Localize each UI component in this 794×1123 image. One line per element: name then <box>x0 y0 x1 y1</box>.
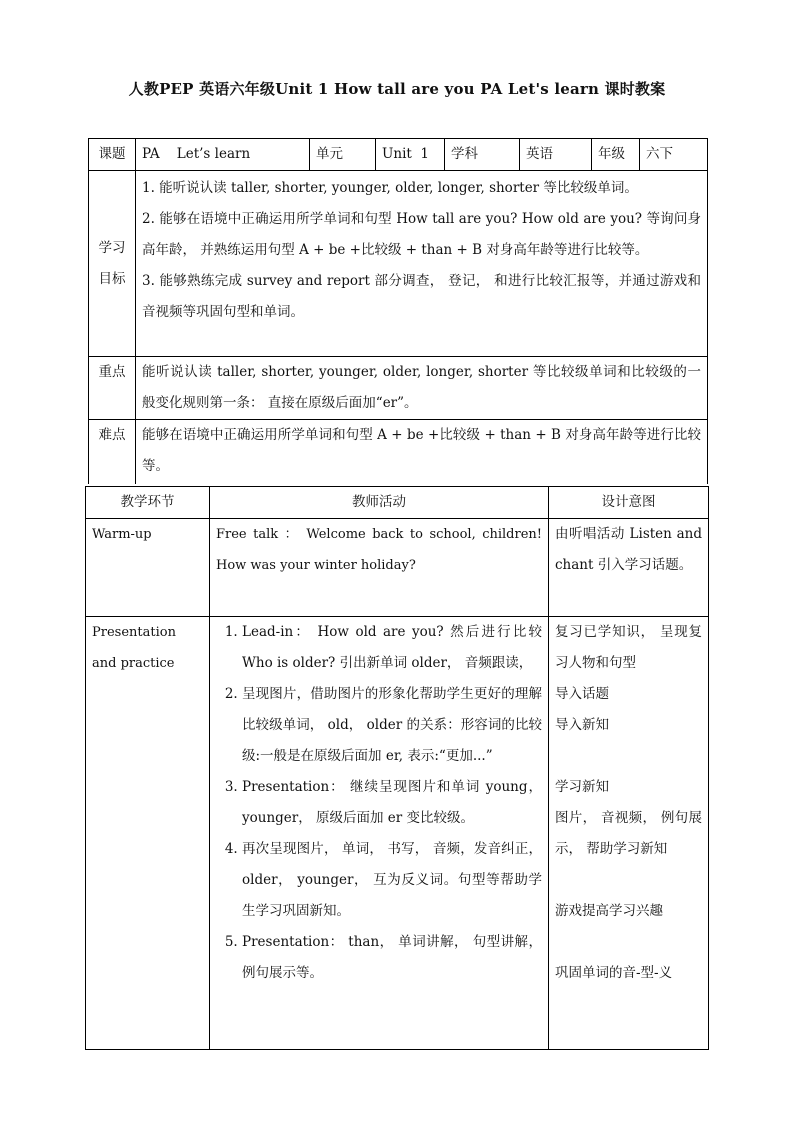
warmup-activity: Free talk ： Welcome back to school, children! How was your winter holiday? <box>210 519 549 617</box>
step-item: 5. Presentation： than， 单词讲解， 句型讲解， 例句展示等。 <box>242 927 542 989</box>
presentation-steps <box>216 617 542 989</box>
difficulty-row <box>89 420 708 485</box>
goals-content <box>136 171 708 357</box>
presentation-phase: Presentation and practice <box>86 617 210 1050</box>
header-phase: 教学环节 <box>86 487 210 519</box>
intent-item: 导入新知 <box>555 717 609 733</box>
step-item: 1. Lead-in： How old are you? 然后进行比较 Who is older? 引出新单词 older， 音频跟读， <box>242 617 542 679</box>
step-item: 3. Presentation： 继续呈现图片和单词 young，younger， 原级后面加 er 变比较级。 <box>242 772 542 834</box>
keypoint-content: 能听说认读 taller, shorter, younger, older, longer, shorter 等比较级单词和比较级的一般变化规则第一条： 直接在原级后面加“er”。 <box>136 357 708 420</box>
presentation-row <box>86 617 709 1050</box>
goal-item: 1. 能听说认读 taller, shorter, younger, older, longer, shorter 等比较级单词。 <box>142 180 638 196</box>
intent-item: 图片， 音视频， 例句展示， 帮助学习新知 <box>555 810 702 857</box>
subject-label: 学科 <box>445 139 520 171</box>
intent-item: 学习新知 <box>555 779 609 795</box>
presentation-activity <box>210 617 549 1050</box>
grade-value: 六下 <box>640 139 708 171</box>
intent-item: 复习已学知识， 呈现复习人物和句型 <box>555 624 702 671</box>
step-item: 4. 再次呈现图片， 单词， 书写， 音频，发音纠正，older， younger， 互为反义词。句型等帮助学生学习巩固新知。 <box>242 834 542 927</box>
difficulty-label: 难点 <box>89 420 136 485</box>
warmup-intent: 由听唱活动 Listen and chant 引入学习话题。 <box>549 519 709 617</box>
warmup-row <box>86 519 709 617</box>
course-value: PA Let’s learn <box>136 139 310 171</box>
intent-item: 导入话题 <box>555 686 609 702</box>
grade-label: 年级 <box>592 139 640 171</box>
lesson-info-row <box>89 139 708 171</box>
presentation-intent <box>549 617 709 1050</box>
keypoint-label: 重点 <box>89 357 136 420</box>
unit-value: Unit 1 <box>376 139 445 171</box>
course-label: 课题 <box>89 139 136 171</box>
unit-label: 单元 <box>310 139 376 171</box>
warmup-phase: Warm-up <box>86 519 210 617</box>
intent-item: 巩固单词的音-型-义 <box>555 965 673 981</box>
intent-item: 游戏提高学习兴趣 <box>555 903 663 919</box>
header-intent: 设计意图 <box>549 487 709 519</box>
goals-label: 学习 目标 <box>89 171 136 357</box>
difficulty-content: 能够在语境中正确运用所学单词和句型 A + be +比较级 + than + B 对身高年龄等进行比较等。 <box>136 420 708 485</box>
process-header-row <box>86 487 709 519</box>
goal-item: 2. 能够在语境中正确运用所学单词和句型 How tall are you? How old are you? 等询问身高年龄， 并熟练运用句型 A + be +比较级 + than + B 对身高年龄等进行比较等。 <box>142 211 701 258</box>
goal-item: 3. 能够熟练完成 survey and report 部分调查， 登记， 和进行比较汇报等，并通过游戏和音视频等巩固句型和单词。 <box>142 273 701 320</box>
document-title: 人教PEP 英语六年级Unit 1 How tall are you PA Let's learn 课时教案 <box>128 80 666 98</box>
header-activity: 教师活动 <box>210 487 549 519</box>
goals-row <box>89 171 708 357</box>
keypoint-row <box>89 357 708 420</box>
step-item: 2. 呈现图片，借助图片的形象化帮助学生更好的理解比较级单词， old， older 的关系：形容词的比较级:一般是在原级后面加 er, 表示:“更加...” <box>242 679 542 772</box>
subject-value: 英语 <box>520 139 592 171</box>
lesson-info-table <box>88 138 708 484</box>
teaching-process-table <box>85 486 709 1050</box>
